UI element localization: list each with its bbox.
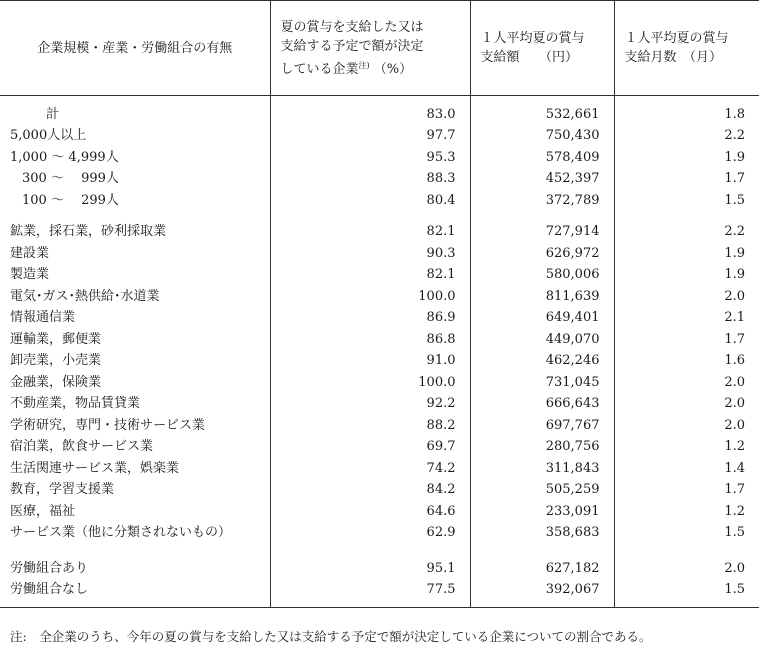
cell-amount: 392,067 (470, 580, 614, 602)
cell-pct: 95.3 (270, 147, 470, 169)
table-body (0, 96, 759, 608)
cell-amount: 649,401 (470, 308, 614, 330)
table-row (0, 147, 759, 169)
cell-pct: 100.0 (270, 286, 470, 308)
cell-label: 不動産業，物品賃貸業 (10, 396, 141, 412)
cell-pct: 86.8 (270, 329, 470, 351)
cell-label: 1,000 ～ 4,999人 (10, 149, 119, 165)
cell-months: 1.7 (614, 480, 759, 502)
cell-pct: 80.4 (270, 190, 470, 212)
cell-label: 金融業，保険業 (10, 374, 102, 390)
cell-pct: 77.5 (270, 580, 470, 602)
footnote: 注: 全企業のうち、今年の夏の賞与を支給した又は支給する予定で額が決定している企業についての割合である。 (10, 629, 652, 644)
cell-pct: 62.9 (270, 523, 470, 545)
cell-amount: 358,683 (470, 523, 614, 545)
cell-amount: 452,397 (470, 169, 614, 191)
cell-months: 1.2 (614, 501, 759, 523)
cell-months: 1.2 (614, 437, 759, 459)
cell-pct: 84.2 (270, 480, 470, 502)
cell-months: 2.2 (614, 222, 759, 244)
cell-months: 2.0 (614, 372, 759, 394)
table-row (0, 265, 759, 287)
table-row (0, 190, 759, 212)
cell-pct: 88.3 (270, 169, 470, 191)
cell-amount: 311,843 (470, 458, 614, 480)
cell-label: 建設業 (10, 245, 50, 261)
table-row (0, 372, 759, 394)
cell-months: 1.9 (614, 265, 759, 287)
cell-pct: 91.0 (270, 351, 470, 373)
cell-months: 1.5 (614, 190, 759, 212)
cell-amount: 627,182 (470, 558, 614, 580)
cell-label: 労働組合あり (10, 560, 89, 576)
table-row (0, 580, 759, 602)
cell-label: 100 ～ 299人 (22, 192, 119, 208)
cell-months: 1.6 (614, 351, 759, 373)
cell-label: 情報通信業 (10, 310, 76, 326)
cell-months: 1.5 (614, 523, 759, 545)
cell-label: 生活関連サービス業，娯楽業 (10, 460, 180, 476)
cell-label: サービス業（他に分類されないもの） (10, 525, 232, 541)
table-row (0, 243, 759, 265)
cell-months: 1.5 (614, 580, 759, 602)
cell-pct: 92.2 (270, 394, 470, 416)
cell-pct: 90.3 (270, 243, 470, 265)
cell-amount: 449,070 (470, 329, 614, 351)
cell-pct: 69.7 (270, 437, 470, 459)
cell-amount: 731,045 (470, 372, 614, 394)
cell-label: 5,000人以上 (10, 128, 87, 144)
cell-label: 学術研究，専門・技術サービス業 (10, 417, 206, 433)
cell-amount: 811,639 (470, 286, 614, 308)
cell-pct: 88.2 (270, 415, 470, 437)
cell-pct: 64.6 (270, 501, 470, 523)
table-row (0, 308, 759, 330)
cell-months: 2.0 (614, 286, 759, 308)
cell-pct: 97.7 (270, 126, 470, 148)
cell-label: 鉱業，採石業，砂利採取業 (10, 224, 167, 240)
cell-amount: 578,409 (470, 147, 614, 169)
cell-label: 宿泊業，飲食サービス業 (10, 439, 154, 455)
table-row (0, 104, 759, 126)
cell-months: 1.4 (614, 458, 759, 480)
cell-pct: 74.2 (270, 458, 470, 480)
cell-label: 運輸業，郵便業 (10, 331, 102, 347)
cell-pct: 83.0 (270, 104, 470, 126)
table-row (0, 351, 759, 373)
cell-label: 電気･ガス･熱供給･水道業 (10, 288, 160, 304)
cell-amount: 372,789 (470, 190, 614, 212)
cell-months: 2.2 (614, 126, 759, 148)
cell-amount: 750,430 (470, 126, 614, 148)
cell-amount: 233,091 (470, 501, 614, 523)
cell-amount: 727,914 (470, 222, 614, 244)
cell-pct: 82.1 (270, 265, 470, 287)
cell-months: 1.7 (614, 169, 759, 191)
header-category: 企業規模・産業・労働組合の有無 (0, 1, 270, 96)
cell-pct: 95.1 (270, 558, 470, 580)
cell-amount: 532,661 (470, 104, 614, 126)
cell-amount: 462,246 (470, 351, 614, 373)
cell-label: 卸売業，小売業 (10, 353, 102, 369)
table-row (0, 126, 759, 148)
cell-label: 計 (46, 106, 60, 122)
cell-months: 2.0 (614, 394, 759, 416)
table-row (0, 458, 759, 480)
cell-pct: 100.0 (270, 372, 470, 394)
cell-amount: 666,643 (470, 394, 614, 416)
table-row (0, 415, 759, 437)
table-row (0, 286, 759, 308)
cell-months: 2.0 (614, 415, 759, 437)
cell-amount: 505,259 (470, 480, 614, 502)
cell-months: 1.7 (614, 329, 759, 351)
cell-amount: 697,767 (470, 415, 614, 437)
cell-label: 労働組合なし (10, 582, 89, 598)
cell-months: 1.9 (614, 147, 759, 169)
table-row (0, 329, 759, 351)
cell-amount: 280,756 (470, 437, 614, 459)
table-row (0, 169, 759, 191)
cell-amount: 626,972 (470, 243, 614, 265)
cell-months: 2.1 (614, 308, 759, 330)
table-row (0, 437, 759, 459)
cell-months: 1.9 (614, 243, 759, 265)
cell-pct: 86.9 (270, 308, 470, 330)
table-row (0, 394, 759, 416)
cell-label: 教育，学習支援業 (10, 482, 115, 498)
cell-pct: 82.1 (270, 222, 470, 244)
cell-label: 医療，福祉 (10, 503, 76, 519)
cell-label: 300 ～ 999人 (22, 171, 119, 187)
table-header (0, 1, 759, 96)
table-row (0, 523, 759, 545)
cell-label: 製造業 (10, 267, 50, 283)
header-months: １人平均夏の賞与 支給月数 （月） (614, 1, 759, 96)
table-row (0, 222, 759, 244)
cell-months: 1.8 (614, 104, 759, 126)
table-row (0, 558, 759, 580)
table-row (0, 480, 759, 502)
header-amount: １人平均夏の賞与 支給額 （円） (470, 1, 614, 96)
cell-months: 2.0 (614, 558, 759, 580)
table-row (0, 501, 759, 523)
cell-amount: 580,006 (470, 265, 614, 287)
header-percent: 夏の賞与を支給した又は 支給する予定で額が決定 している企業$^{注)}$ （%） (270, 1, 470, 96)
